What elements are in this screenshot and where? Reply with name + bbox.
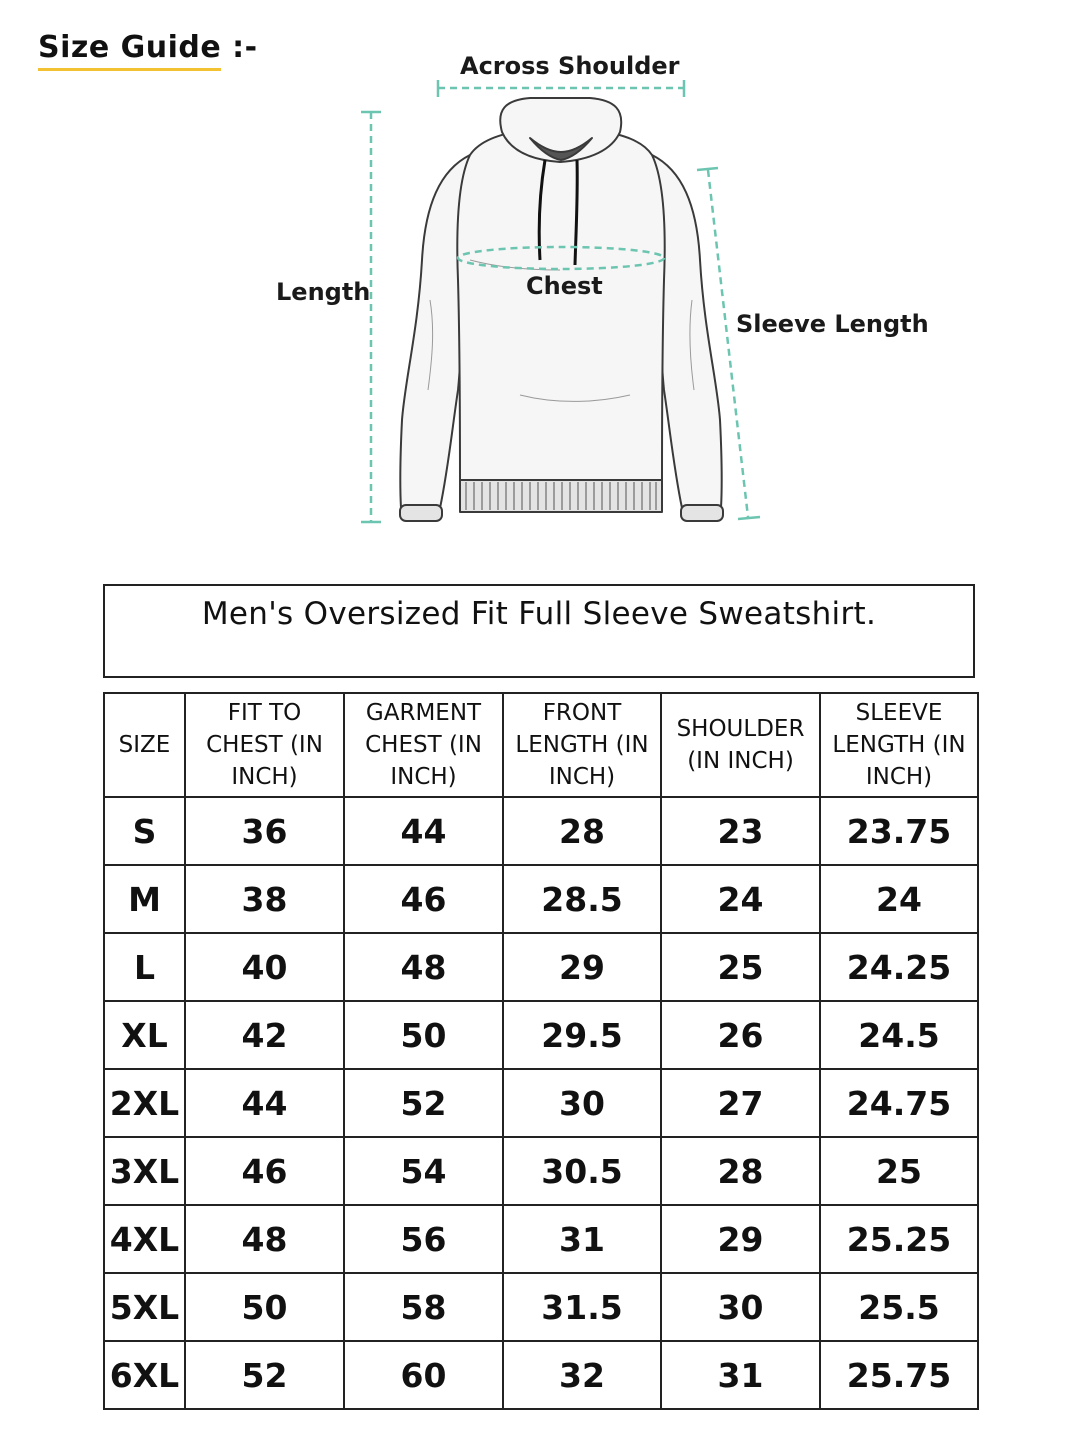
fit-to-chest-cell: 46 xyxy=(185,1137,344,1205)
fit-to-chest-cell: 40 xyxy=(185,933,344,1001)
size-cell: M xyxy=(104,865,185,933)
table-row xyxy=(104,1069,978,1137)
table-header-row xyxy=(104,693,978,797)
sleeve-length-cell: 24.5 xyxy=(820,1001,978,1069)
front-length-cell: 30.5 xyxy=(503,1137,661,1205)
product-name: Men's Oversized Fit Full Sleeve Sweatshirt. xyxy=(201,596,877,632)
fit-to-chest-cell: 48 xyxy=(185,1205,344,1273)
sleeve-length-cell: 25 xyxy=(820,1137,978,1205)
size-cell: 5XL xyxy=(104,1273,185,1341)
sleeve-length-cell: 25.5 xyxy=(820,1273,978,1341)
table-row xyxy=(104,933,978,1001)
title-suffix: :- xyxy=(221,30,258,65)
sleeve-length-cell: 24 xyxy=(820,865,978,933)
length-label: Length xyxy=(276,278,371,306)
shoulder-cell: 27 xyxy=(661,1069,820,1137)
shoulder-cell: 23 xyxy=(661,797,820,865)
front-length-cell: 28 xyxy=(503,797,661,865)
size-cell: L xyxy=(104,933,185,1001)
garment-chest-cell: 44 xyxy=(344,797,503,865)
table-row xyxy=(104,1001,978,1069)
table-body xyxy=(104,797,978,1409)
sleeve-length-cell: 24.75 xyxy=(820,1069,978,1137)
fit-to-chest-cell: 44 xyxy=(185,1069,344,1137)
fit-to-chest-cell: 52 xyxy=(185,1341,344,1409)
garment-chest-cell: 58 xyxy=(344,1273,503,1341)
shoulder-cell: 24 xyxy=(661,865,820,933)
header-garment-chest: GARMENT CHEST (IN INCH) xyxy=(344,693,503,797)
front-length-cell: 29 xyxy=(503,933,661,1001)
across-shoulder-label: Across Shoulder xyxy=(460,52,680,80)
front-length-cell: 31.5 xyxy=(503,1273,661,1341)
garment-chest-cell: 56 xyxy=(344,1205,503,1273)
size-cell: 2XL xyxy=(104,1069,185,1137)
size-table xyxy=(103,692,979,1410)
sleeve-length-cell: 25.25 xyxy=(820,1205,978,1273)
front-length-cell: 32 xyxy=(503,1341,661,1409)
shoulder-cell: 25 xyxy=(661,933,820,1001)
chest-label: Chest xyxy=(526,272,603,300)
product-name-box xyxy=(103,584,975,678)
sleeve-length-cell: 25.75 xyxy=(820,1341,978,1409)
sleeve-length-cell: 24.25 xyxy=(820,933,978,1001)
header-size: SIZE xyxy=(104,693,185,797)
title-text: Size Guide xyxy=(38,30,222,65)
front-length-cell: 30 xyxy=(503,1069,661,1137)
sleeve-length-label: Sleeve Length xyxy=(736,310,929,338)
size-cell: XL xyxy=(104,1001,185,1069)
fit-to-chest-cell: 42 xyxy=(185,1001,344,1069)
shoulder-cell: 31 xyxy=(661,1341,820,1409)
table-row xyxy=(104,797,978,865)
table-row xyxy=(104,1273,978,1341)
size-cell: 3XL xyxy=(104,1137,185,1205)
table-row xyxy=(104,865,978,933)
garment-chest-cell: 54 xyxy=(344,1137,503,1205)
table-row xyxy=(104,1341,978,1409)
shoulder-cell: 28 xyxy=(661,1137,820,1205)
header-fit-to-chest: FIT TO CHEST (IN INCH) xyxy=(185,693,344,797)
size-cell: 4XL xyxy=(104,1205,185,1273)
table-row xyxy=(104,1205,978,1273)
fit-to-chest-cell: 38 xyxy=(185,865,344,933)
size-cell: S xyxy=(104,797,185,865)
garment-chest-cell: 46 xyxy=(344,865,503,933)
shoulder-cell: 26 xyxy=(661,1001,820,1069)
garment-chest-cell: 60 xyxy=(344,1341,503,1409)
shoulder-cell: 29 xyxy=(661,1205,820,1273)
garment-chest-cell: 50 xyxy=(344,1001,503,1069)
garment-chest-cell: 48 xyxy=(344,933,503,1001)
front-length-cell: 31 xyxy=(503,1205,661,1273)
header-sleeve-length: SLEEVE LENGTH (IN INCH) xyxy=(820,693,978,797)
size-cell: 6XL xyxy=(104,1341,185,1409)
header-shoulder: SHOULDER (IN INCH) xyxy=(661,693,820,797)
hoodie-illustration xyxy=(400,98,723,521)
garment-chest-cell: 52 xyxy=(344,1069,503,1137)
fit-to-chest-cell: 50 xyxy=(185,1273,344,1341)
table-row xyxy=(104,1137,978,1205)
front-length-cell: 28.5 xyxy=(503,865,661,933)
shoulder-cell: 30 xyxy=(661,1273,820,1341)
fit-to-chest-cell: 36 xyxy=(185,797,344,865)
sleeve-length-cell: 23.75 xyxy=(820,797,978,865)
header-front-length: FRONT LENGTH (IN INCH) xyxy=(503,693,661,797)
front-length-cell: 29.5 xyxy=(503,1001,661,1069)
